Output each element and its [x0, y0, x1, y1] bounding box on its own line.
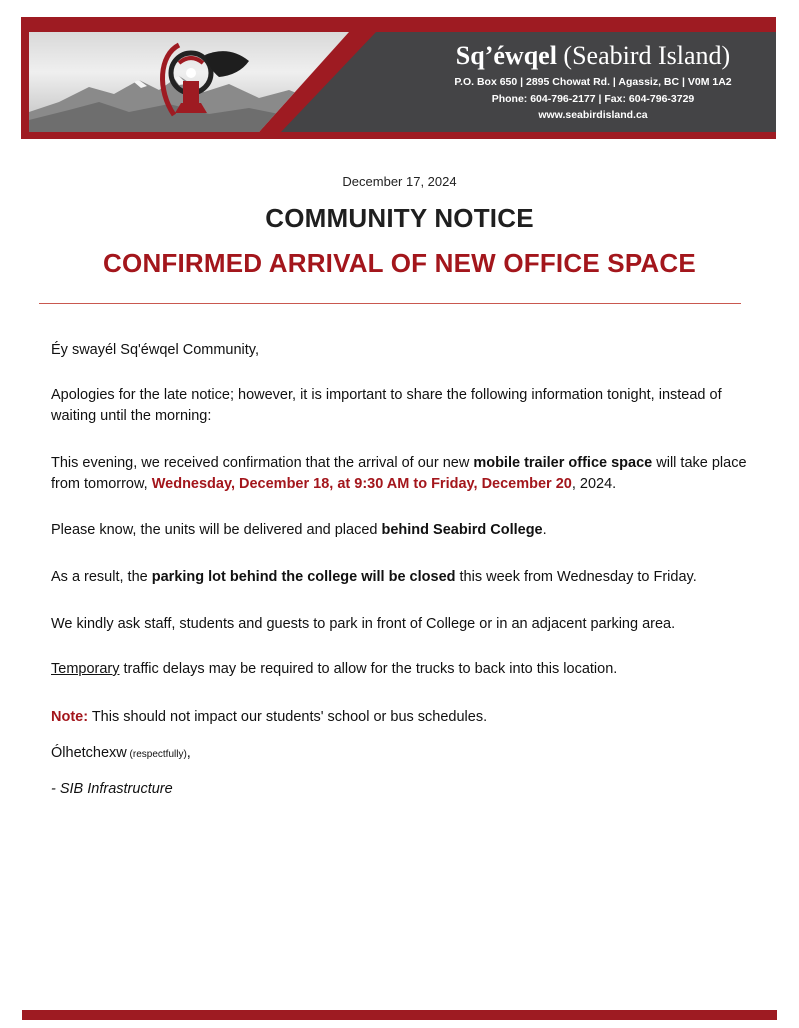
footer-bar: [22, 1010, 777, 1020]
divider: [39, 303, 741, 304]
website-link[interactable]: www.seabirdisland.ca: [538, 109, 648, 121]
paragraph-apology: Apologies for the late notice; however, it is important to share the following information tonight, instead of waiting until the morning:: [51, 387, 722, 424]
closing: Ólhetchexw (respectfully),: [51, 745, 191, 761]
mailing-address: P.O. Box 650 | 2895 Chowat Rd. | Agassiz, BC | V0M 1A2: [454, 76, 732, 88]
notice-title: COMMUNITY NOTICE: [265, 203, 534, 233]
letterhead-banner: [21, 17, 776, 139]
phone-fax: Phone: 604-796-2177 | Fax: 604-796-3729: [491, 93, 695, 105]
notice-date: December 17, 2024: [342, 174, 457, 189]
paragraph-parking-request: We kindly ask staff, students and guests to park in front of College or in an adjacent parking area.: [51, 616, 676, 632]
organization-name: Sq’éwqel (Seabird Island): [455, 41, 731, 70]
greeting: Éy swayél Sq'éwqel Community,: [51, 342, 259, 358]
paragraph-parking-closure: As a result, the parking lot behind the college will be closed this week from Wednesday to Friday.: [51, 569, 697, 585]
seabird-island-logo-icon: [149, 35, 259, 126]
paragraph-arrival: This evening, we received confirmation that the arrival of our new mobile trailer office space will take place from tomorrow, Wednesday, December 18, at 9:30 AM to Friday, December 20, 2024.: [51, 455, 747, 492]
note: Note: This should not impact our students' school or bus schedules.: [51, 709, 488, 725]
paragraph-traffic: Temporary traffic delays may be required to allow for the trucks to back into this location.: [51, 661, 618, 677]
notice-subtitle: CONFIRMED ARRIVAL OF NEW OFFICE SPACE: [103, 248, 696, 278]
paragraph-location: Please know, the units will be delivered and placed behind Seabird College.: [51, 522, 547, 538]
signature: - SIB Infrastructure: [51, 781, 173, 797]
